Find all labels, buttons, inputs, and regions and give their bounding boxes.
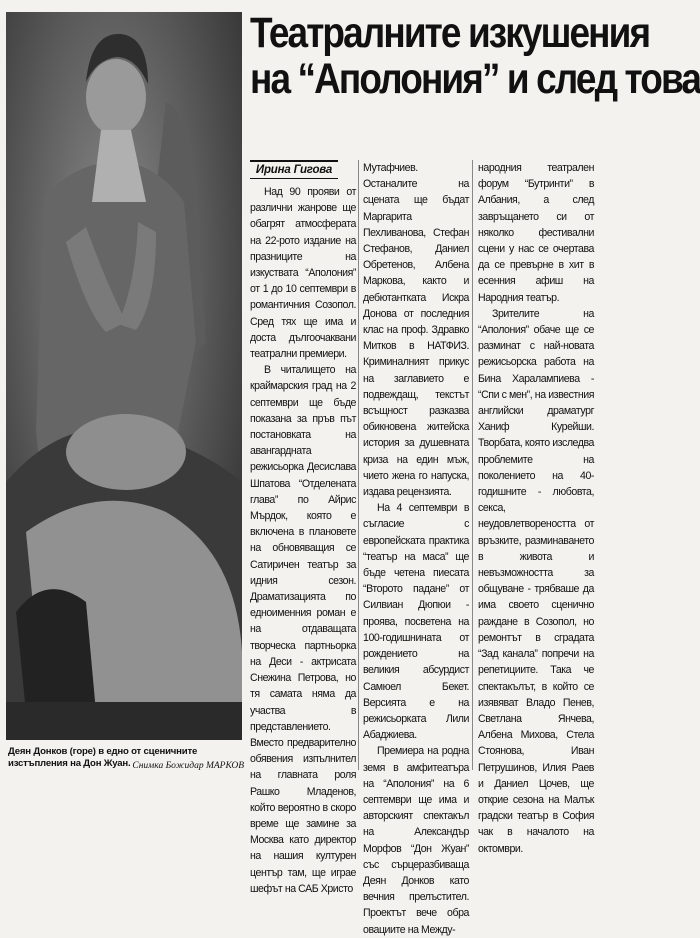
headline: [250, 9, 700, 103]
photo-caption: Деян Донков (горе) в едно от сценичните изстъпления на Дон Жуан.: [8, 746, 198, 769]
headline-line-1: Театралните изкушения: [250, 9, 650, 57]
byline: Ирина Гигова: [250, 160, 338, 179]
paragraph: Мутафчиев. Останалите на сцената ще бъдат Маргарита Пехливанова, Стефан Стефанов, Даниел Обретенов, Албена Маркова, както и дебютантката Искра Донова от последния клас на проф. Здравко Митков в НАТФИЗ. Криминалният прикус на заглавието е подвеждащ, текстът всъщност разказва обикновена житейска история за душевната криза на един мъж, чието жена го напуска, издава рецензията.: [363, 162, 469, 499]
headline-line-2: на “Аполония” и след това: [250, 55, 700, 103]
article-column-3: [478, 160, 594, 857]
photo-credit: Снимка Божидар МАРКОВ: [132, 761, 244, 771]
paragraph: В читалището на краймарския град на 2 септември ще бъде показана за пръв път постановката на авангардната режисьорка Десислава Шпатова “Отделената глава” по Айрис Мърдок, която е включена в плановете на обновяващия се Сатиричен театър за идния сезон. Драматизацията по едноименния роман е на отдаващата творческа партньорка на Деси - актрисата Снежина Петрова, но тя самата няма да участва в представлението. Вместо предварително обявения изпълнител на главната роля Рашко Младенов, който вероятно в скоро време ще замине за Москва като директор на нашия културен център там, ще играе шефът на САБ Христо: [250, 364, 356, 895]
column-divider: [472, 160, 473, 770]
column-divider: [358, 160, 359, 770]
article-column-1: [250, 184, 356, 897]
paragraph: Зрителите на “Аполония” обаче ще се разминат с най-новата режисьорска работа на Бина Харалампиева - “Спи с мен”, на известния английски драматург Ханиф Курейши. Творбата, която изследва проблемите на поколението на 40-годишните - любовта, секса, неудовлетвореността от връзките, разминаването в живота и невъзможността за общуване - трябваше да има своето сценично раждане в Созопол, но ремонтът в сградата “Зад канала” попречи на репетициите. Така че спектакълът, в който се изявяват Владо Пенев, Светлана Янчева, Албена Михова, Стела Стоянова, Иван Петрушинов, Илия Раев и Даниел Цочев, ще открие сезона на Малък градски театър в София чак в началото на октомври.: [478, 307, 594, 855]
article-photo: [6, 12, 242, 740]
paragraph: На 4 септември в съгласие с европейската практика “театър на маса” ще бъде четена пиесата “Второто падане” от Силвиан Дюпюи - проява, посветена на 100-годишнината от рождението на великия абсурдист Самюел Бекет. Версията е на режисьорката Лили Абаджиева.: [363, 502, 469, 742]
article-column-2: [363, 160, 469, 938]
paragraph: народния театрален форум “Бутринти” в Албания, а след завръщането си от няколко фестивални сцени у нас се очертава да се превърне в хит в есенния афиш на Народния театър.: [478, 162, 594, 304]
paragraph: Над 90 прояви от различни жанрове ще обагрят атмосферата на 22-рото издание на празниците на изкуствата “Аполония” от 1 до 10 септември в романтичния Созопол. Сред тях ще има и доста дългоочаквани театрални премиери.: [250, 186, 356, 361]
paragraph: Премиера на родна земя в амфитеатъра на “Аполония” на 6 септември ще има и авторският спектакъл на Александър Морфов “Дон Жуан” със сърцеразбиваща Деян Донков като вечния прелъстител. Проектът вече обра овациите на Между-: [363, 745, 469, 936]
